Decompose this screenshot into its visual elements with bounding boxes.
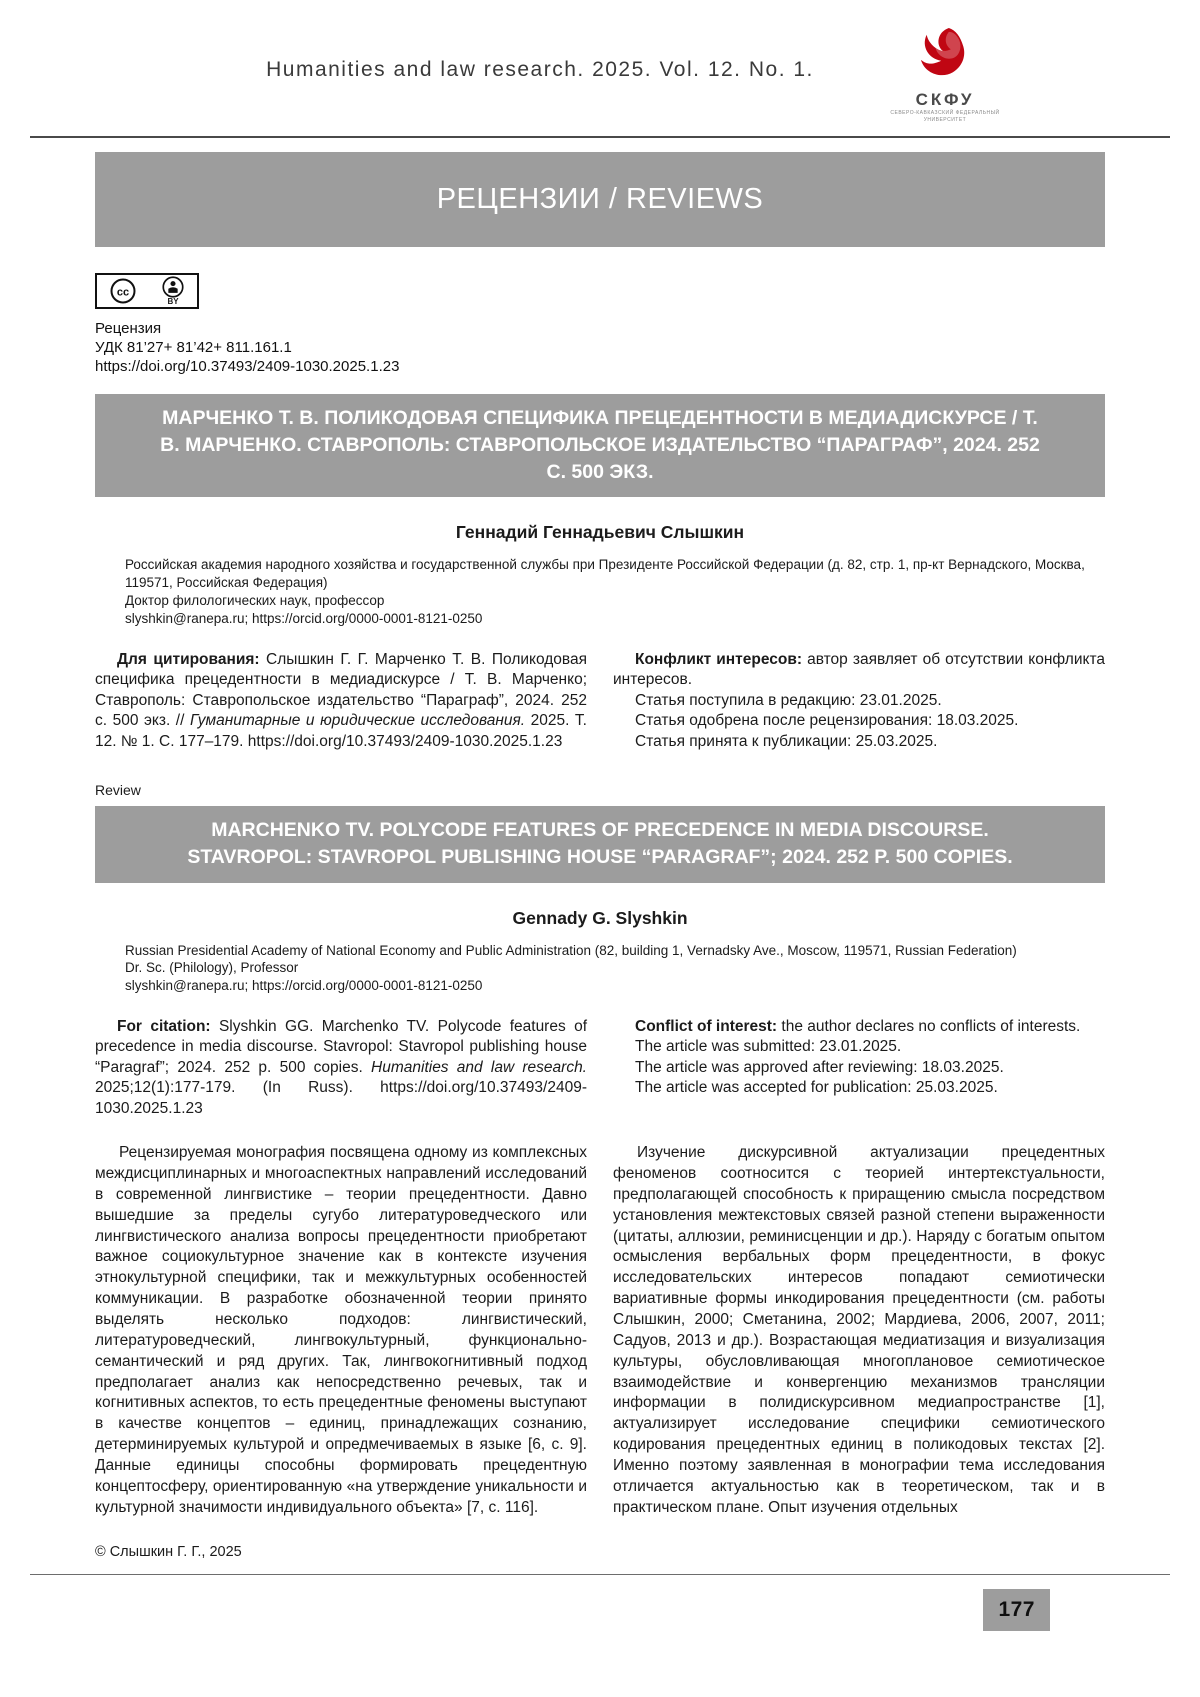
approved-date-ru: Статья одобрена после рецензирования: 18.03.2025.	[635, 712, 1019, 730]
udc-line: УДК 81’27+ 81’42+ 811.161.1	[95, 339, 292, 357]
citation-en-paragraph	[95, 1017, 587, 1119]
affiliation-ru-line3: slyshkin@ranepa.ru; https://orcid.org/0000-0001-8121-0250	[125, 610, 483, 626]
copyright-line: © Слышкин Г. Г., 2025	[95, 1544, 242, 1561]
citation-en-post: 2025;12(1):177-179. (In Russ). https://doi.org/10.37493/2409-1030.2025.1.23	[95, 1079, 587, 1117]
author-name-en: Gennady G. Slyshkin	[512, 907, 688, 928]
article-body	[95, 1143, 1105, 1518]
university-logo	[890, 26, 1000, 123]
cc-by-license-badge	[95, 273, 199, 309]
header-divider	[30, 136, 1170, 138]
university-bird-icon	[919, 26, 971, 84]
section-banner: РЕЦЕНЗИИ / REVIEWS	[95, 152, 1105, 247]
conflict-en	[613, 1017, 1105, 1119]
conflict-en-paragraph	[613, 1017, 1105, 1037]
citation-en-pre: Slyshkin GG. Marchenko TV. Polycode features of precedence in media discourse. Stavropol: Stavropol publishing house “Paragraf”; 2024. 252 p. 500 copies.	[95, 1018, 587, 1076]
doi-line: https://doi.org/10.37493/2409-1030.2025.1.23	[95, 358, 400, 376]
conflict-ru-text: автор заявляет об отсутствии конфликта интересов.	[613, 650, 1105, 689]
affiliation-ru	[125, 556, 1105, 627]
body-left-paragraph: Рецензируемая монография посвящена одному из комплексных междисциплинарных и многоаспектных направлений исследований в современной лингвистике – теории прецедентности. Давно вышедшие за пределы сугубо литературоведческого или лингвистического анализа вопросы прецедентности приобретают важное социокультурное значение как в контексте изучения этнокультурной специфики, так и межкультурных особенностей коммуникации. В разработке обозначенной теории принято выделять несколько подходов: лингвистический, литературоведческий, лингвокультурный, функционально-семантический и ряд других. Так, лингвокогнитивный подход предполагает анализ как непосредственно речевых, так и когнитивных аспектов, то есть прецедентные феномены выступают в качестве концептов – единиц, принадлежащих сознанию, детерминируемых культурой и опредмечиваемых в языке [6, с. 9]. Данные единицы способны формировать прецедентную концептосферу, ориентированную «на утверждение уникальности и культурной значимости индивидуального объекта» [7, с. 116].	[95, 1144, 587, 1516]
university-subtext: СЕВЕРО-КАВКАЗСКИЙ ФЕДЕРАЛЬНЫЙ УНИВЕРСИТЕТ	[890, 110, 1000, 123]
citation-conflict-en	[95, 1017, 1105, 1119]
affiliation-en-line2: Dr. Sc. (Philology), Professor	[125, 960, 299, 976]
accepted-date-en: The article was accepted for publication: 25.03.2025.	[635, 1079, 998, 1097]
article-meta	[95, 319, 1105, 377]
title-banner-ru: МАРЧЕНКО Т. В. ПОЛИКОДОВАЯ СПЕЦИФИКА ПРЕЦЕДЕНТНОСТИ В МЕДИАДИСКУРСЕ / Т. В. МАРЧЕНКО. СТАВРОПОЛЬ: СТАВРОПОЛЬСКОЕ ИЗДАТЕЛЬСТВО “ПАРАГРАФ”, 2024. 252 С. 500 ЭКЗ.	[95, 394, 1105, 498]
citation-ru	[95, 650, 587, 752]
title-banner-en: MARCHENKO TV. POLYCODE FEATURES OF PRECEDENCE IN MEDIA DISCOURSE. STAVROPOL: STAVROPOL PUBLISHING HOUSE “PARAGRAF”; 2024. 252 P. 500 COPIES.	[95, 806, 1105, 883]
by-label: BY	[167, 297, 179, 306]
page-header	[0, 0, 1200, 123]
affiliation-en-line1: Russian Presidential Academy of National Economy and Public Administration (82, building 1, Vernadsky Ave., Moscow, 119571, Russian Federation)	[125, 942, 1017, 958]
conflict-ru	[613, 650, 1105, 752]
conflict-en-label: Conflict of interest:	[635, 1018, 778, 1035]
conflict-ru-label: Конфликт интересов:	[635, 650, 803, 668]
page-number: 177	[983, 1589, 1050, 1631]
journal-title: Humanities and law research. 2025. Vol. 12. No. 1.	[266, 58, 814, 81]
citation-en	[95, 1017, 587, 1119]
footer-divider	[30, 1574, 1170, 1575]
approved-date-en: The article was approved after reviewing: 18.03.2025.	[635, 1058, 1004, 1076]
body-left-column	[95, 1143, 587, 1518]
submitted-date-ru: Статья поступила в редакцию: 23.01.2025.	[635, 691, 942, 709]
affiliation-ru-line1: Российская академия народного хозяйства и государственной службы при Президенте Российской Федерации (д. 82, стр. 1, пр-кт Вернадского, Москва, 119571, Российская Федерация)	[125, 557, 1085, 591]
citation-en-journal: Humanities and law research.	[371, 1058, 587, 1076]
citation-conflict-ru	[95, 650, 1105, 752]
citation-ru-paragraph	[95, 650, 587, 752]
accepted-date-ru: Статья принята к публикации: 25.03.2025.	[635, 732, 938, 750]
page-number-container	[0, 1589, 1200, 1631]
body-right-column	[613, 1143, 1105, 1518]
citation-en-label: For citation:	[117, 1018, 211, 1035]
citation-ru-label: Для цитирования:	[117, 650, 260, 668]
citation-ru-pre: Слышкин Г. Г. Марченко Т. В. Поликодовая специфика прецедентности в медиадискурсе / Т. В. Марченко; Ставрополь: Ставропольское издательство “Параграф”, 2024. 252 с. 500 экз. //	[95, 650, 587, 730]
university-acronym: СКФУ	[915, 90, 975, 109]
citation-ru-post: 2025. Т. 12. № 1. С. 177–179. https://doi.org/10.37493/2409-1030.2025.1.23	[95, 712, 587, 750]
conflict-en-text: the author declares no conflicts of interests.	[777, 1018, 1081, 1035]
citation-ru-journal: Гуманитарные и юридические исследования.	[189, 712, 526, 730]
cc-icon	[110, 278, 136, 304]
submitted-date-en: The article was submitted: 23.01.2025.	[635, 1038, 902, 1056]
affiliation-en-line3: slyshkin@ranepa.ru; https://orcid.org/0000-0001-8121-0250	[125, 978, 483, 994]
body-right-paragraph: Изучение дискурсивной актуализации прецедентных феноменов соотносится с теорией интертекстуальности, предполагающей способность к приращению смысла посредством установления межтекстовых связей разной степени выраженности (цитаты, аллюзии, реминисценции и др.). Наряду с богатым опытом осмысления вербальных форм прецедентности, в фокус исследовательских интересов попадают семиотически вариативные формы инкодирования прецедентности (см. работы Слышкин, 2000; Сметанина, 2002; Мардиева, 2006, 2007, 2011; Садуов, 2013 и др.). Возрастающая медиатизация и визуализация культуры, обусловливающая многоплановое семиотическое взаимодействие и конвергенцию механизмов трансляции информации в полидискурсивном медиапространстве [1], актуализирует исследование специфики семиотического кодирования прецедентных единиц в поликодовых текстах [2]. Именно поэтому заявленная в монографии тема исследования отличается актуальностью как в теоретическом, так и в практическом плане. Опыт изучения отдельных	[613, 1144, 1105, 1516]
affiliation-en	[125, 942, 1105, 995]
article-type-label: Рецензия	[95, 320, 162, 337]
by-person-icon	[162, 276, 184, 306]
conflict-ru-paragraph	[613, 650, 1105, 691]
review-type-label: Review	[95, 781, 141, 798]
affiliation-ru-line2: Доктор филологических наук, профессор	[125, 593, 385, 609]
svg-text:cc: cc	[116, 286, 130, 299]
author-name-ru: Геннадий Геннадьевич Слышкин	[455, 522, 745, 543]
